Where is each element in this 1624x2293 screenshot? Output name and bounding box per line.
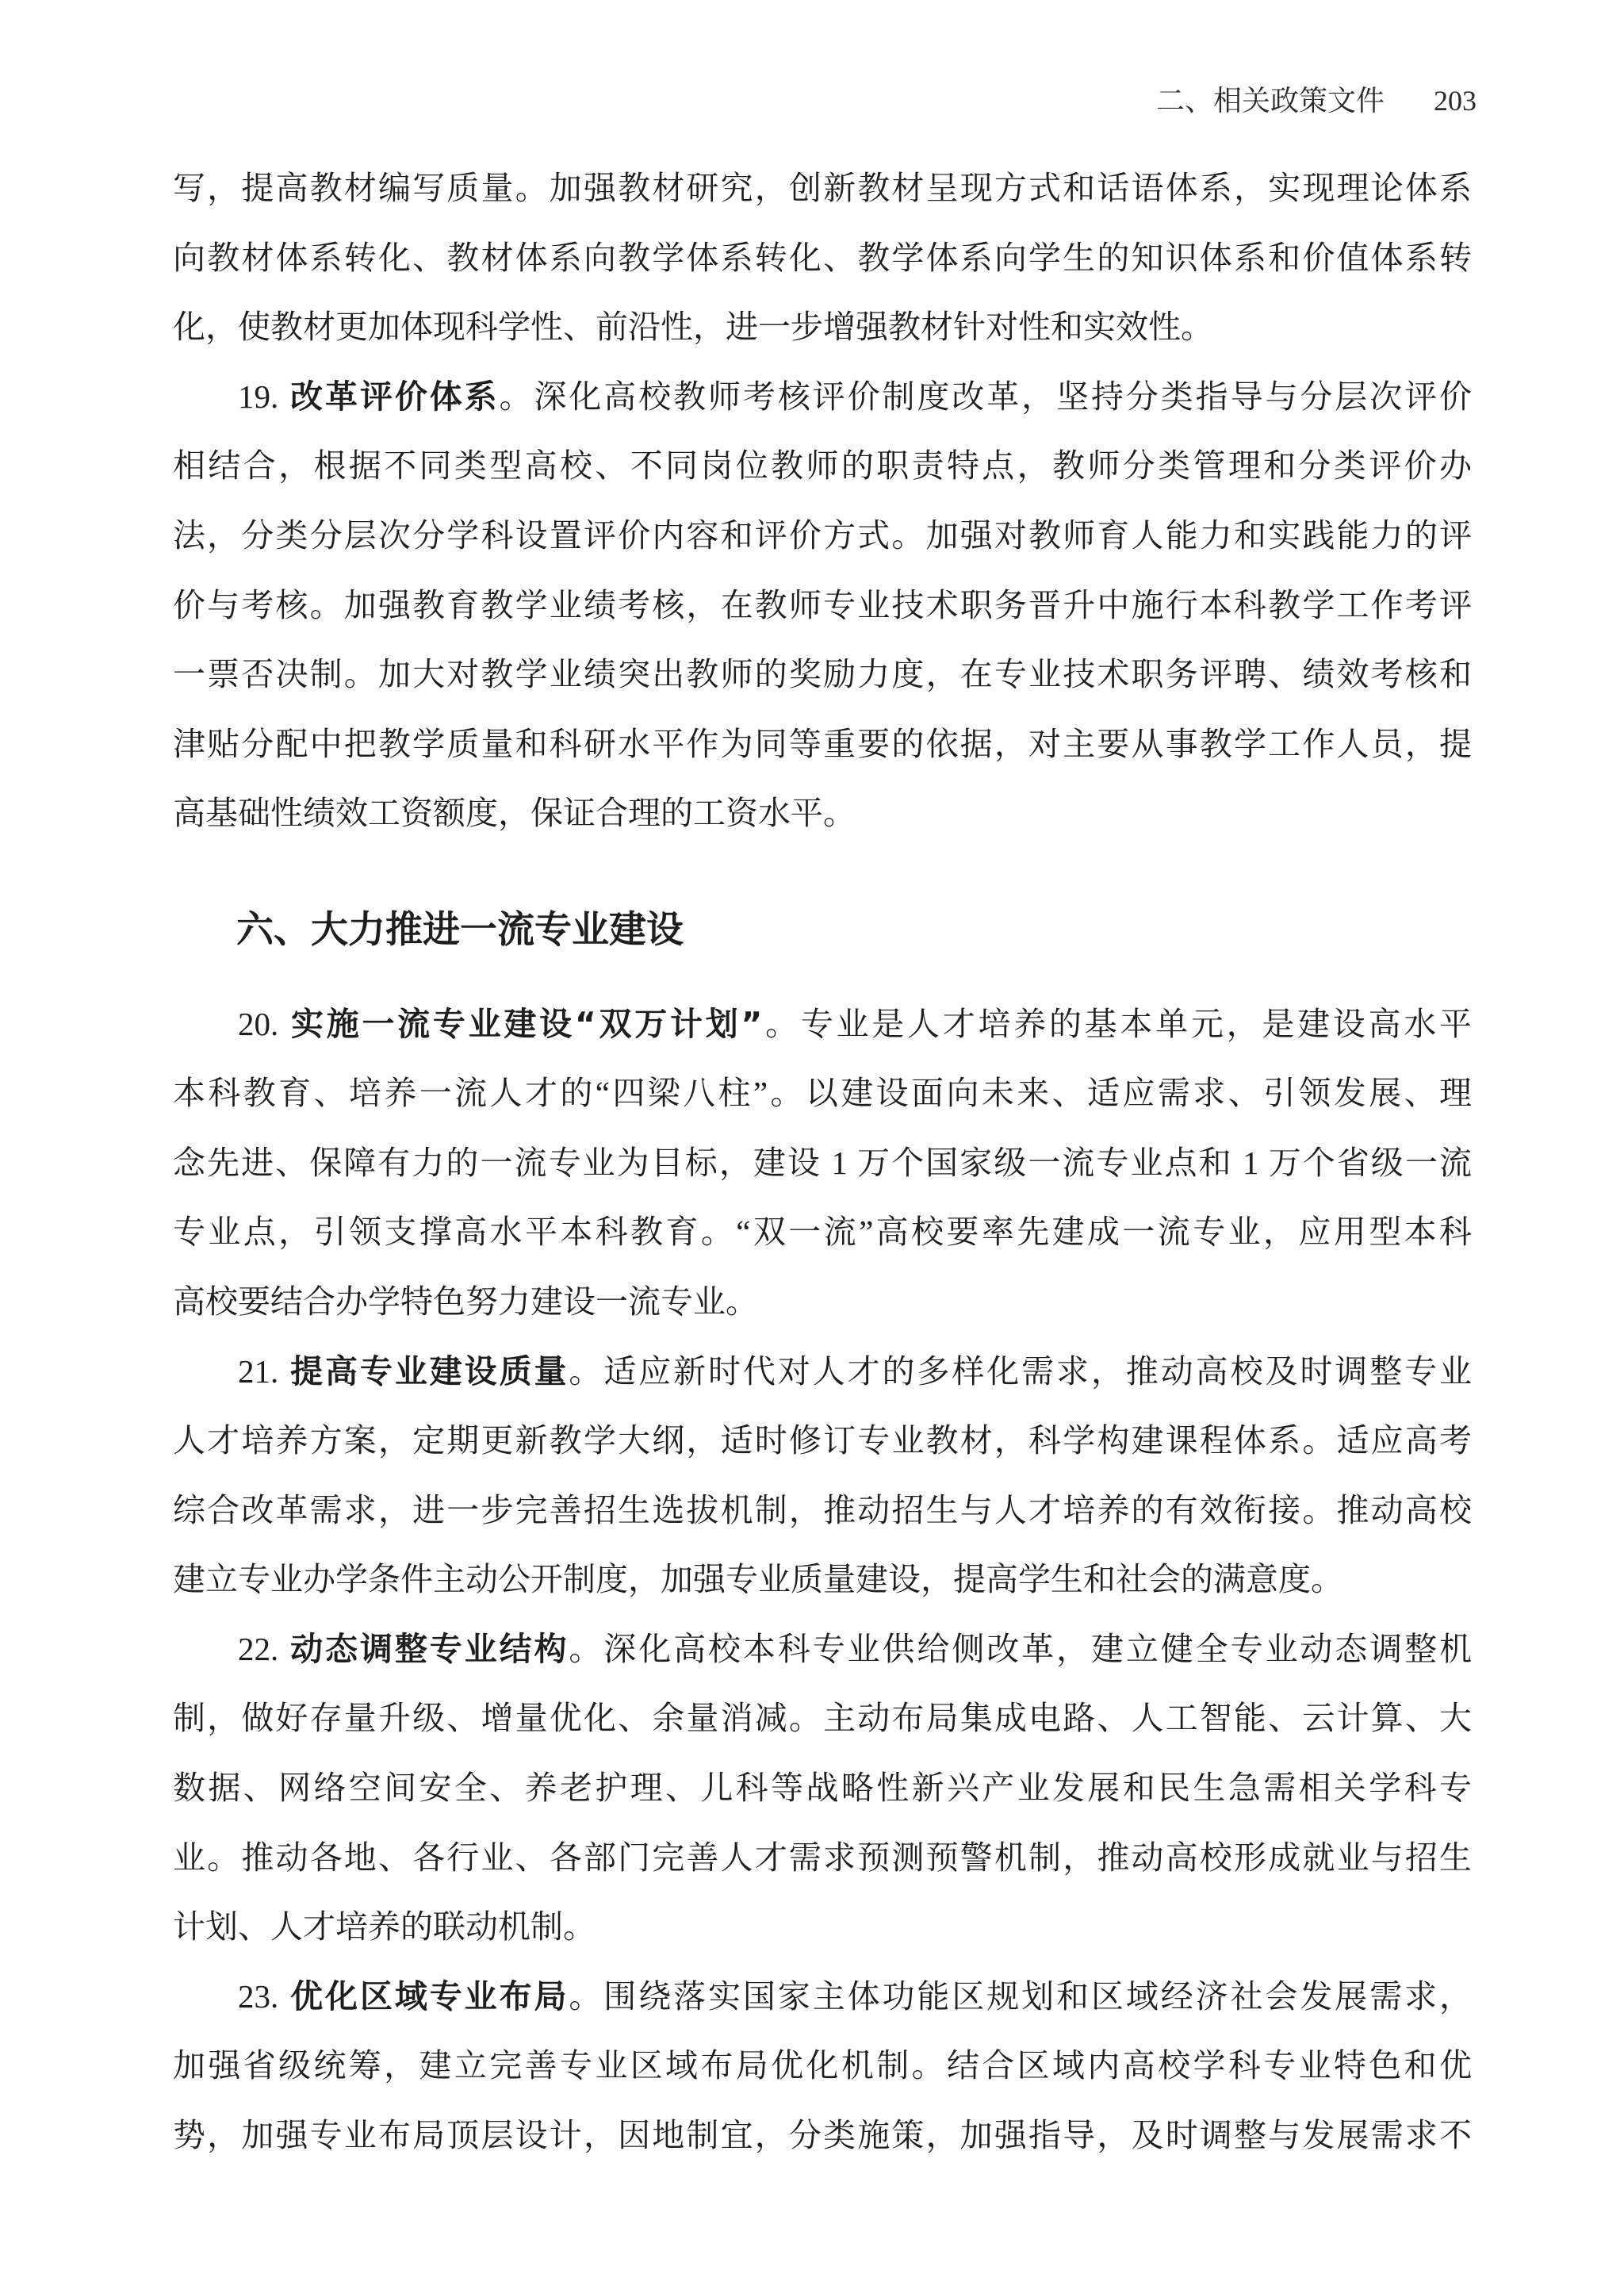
paragraph-item-19	[173, 362, 1472, 849]
text-line: 综合改革需求，进一步完善招生选拔机制，推动招生与人才培养的有效衔接。推动高校	[173, 1491, 1472, 1528]
text-line: 法，分类分层次分学科设置评价内容和评价方式。加强对教师育人能力和实践能力的评	[173, 516, 1472, 554]
page-body	[173, 154, 1472, 2171]
paragraph-item-23	[173, 1962, 1472, 2171]
item-first-line-text: 。深化高校本科专业供给侧改革，建立健全专业动态调整机	[569, 1630, 1472, 1667]
page-number: 203	[1434, 85, 1477, 117]
item-number: 22.	[238, 1630, 279, 1667]
item-first-line	[173, 1962, 1472, 2032]
text-line: 高基础性绩效工资额度，保证合理的工资水平。	[173, 795, 856, 832]
item-number: 19.	[238, 378, 279, 415]
item-first-line	[173, 1615, 1472, 1685]
text-line: 写，提高教材编写质量。加强教材研究，创新教材呈现方式和话语体系，实现理论体系	[173, 170, 1472, 206]
text-line: 向教材体系转化、教材体系向教学体系转化、教学体系向学生的知识体系和价值体系转	[173, 239, 1472, 276]
paragraph-item-21	[173, 1337, 1472, 1615]
paragraph-item-22	[173, 1615, 1472, 1962]
text-line: 一票否决制。加大对教学业绩突出教师的奖励力度，在专业技术职务评聘、绩效考核和	[173, 656, 1472, 693]
text-line: 相结合，根据不同类型高校、不同岗位教师的职责特点，教师分类管理和分类评价办	[173, 447, 1472, 485]
text-line: 高校要结合办学特色努力建设一流专业。	[173, 1283, 758, 1320]
text-line: 本科教育、培养一流人才的“四梁八柱”。以建设面向未来、适应需求、引领发展、理	[173, 1075, 1472, 1112]
text-line: 人才培养方案，定期更新教学大纲，适时修订专业教材，科学构建课程体系。适应高考	[173, 1422, 1472, 1459]
text-line: 业。推动各地、各行业、各部门完善人才需求预测预警机制，推动高校形成就业与招生	[173, 1839, 1472, 1876]
item-first-line	[173, 362, 1472, 432]
running-header-section-title: 二、相关政策文件	[1155, 85, 1385, 117]
text-line: 化，使教材更加体现科学性、前沿性，进一步增强教材针对性和实效性。	[173, 309, 1213, 346]
text-line: 势，加强专业布局顶层设计，因地制宜，分类施策，加强指导，及时调整与发展需求不	[173, 2117, 1472, 2154]
item-first-line	[173, 1337, 1472, 1407]
item-first-line-text: 。适应新时代对人才的多样化需求，推动高校及时调整专业	[569, 1352, 1472, 1390]
item-first-line-text: 。专业是人才培养的基本单元，是建设高水平	[762, 1005, 1472, 1042]
item-title: 改革评价体系	[288, 377, 500, 416]
section-heading: 六、大力推进一流专业建设	[236, 907, 684, 952]
item-title: 实施一流专业建设“双万计划”	[288, 1004, 763, 1043]
text-line: 制，做好存量升级、增量优化、余量消减。主动布局集成电路、人工智能、云计算、大	[173, 1700, 1472, 1737]
item-title: 优化区域专业布局	[288, 1977, 569, 2015]
paragraph-intro	[173, 154, 1472, 362]
running-header	[1156, 81, 1477, 121]
item-number: 20.	[238, 1005, 279, 1042]
item-first-line	[173, 990, 1472, 1060]
item-title: 动态调整专业结构	[288, 1629, 569, 1668]
text-line: 专业点，引领支撑高水平本科教育。“双一流”高校要率先建成一流专业，应用型本科	[173, 1214, 1472, 1251]
item-first-line-text: 。深化高校教师考核评价制度改革，坚持分类指导与分层次评价	[499, 378, 1473, 415]
item-number: 23.	[238, 1977, 279, 2015]
text-line: 计划、人才培养的联动机制。	[173, 1908, 596, 1946]
item-number: 21.	[238, 1352, 279, 1390]
text-line: 价与考核。加强教育教学业绩考核，在教师专业技术职务晋升中施行本科教学工作考评	[173, 586, 1472, 623]
text-line: 数据、网络空间安全、养老护理、儿科等战略性新兴产业发展和民生急需相关学科专	[173, 1770, 1472, 1807]
paragraph-item-20	[173, 990, 1472, 1337]
text-line: 建立专业办学条件主动公开制度，加强专业质量建设，提高学生和社会的满意度。	[173, 1561, 1343, 1598]
text-line: 津贴分配中把教学质量和科研水平作为同等重要的依据，对主要从事教学工作人员，提	[173, 725, 1472, 762]
item-title: 提高专业建设质量	[288, 1352, 569, 1390]
text-line: 念先进、保障有力的一流专业为目标，建设 1 万个国家级一流专业点和 1 万个省级一流	[173, 1144, 1472, 1181]
item-first-line-text: 。围绕落实国家主体功能区规划和区域经济社会发展需求，	[569, 1977, 1472, 2015]
text-line: 加强省级统筹，建立完善专业区域布局优化机制。结合区域内高校学科专业特色和优	[173, 2047, 1472, 2084]
